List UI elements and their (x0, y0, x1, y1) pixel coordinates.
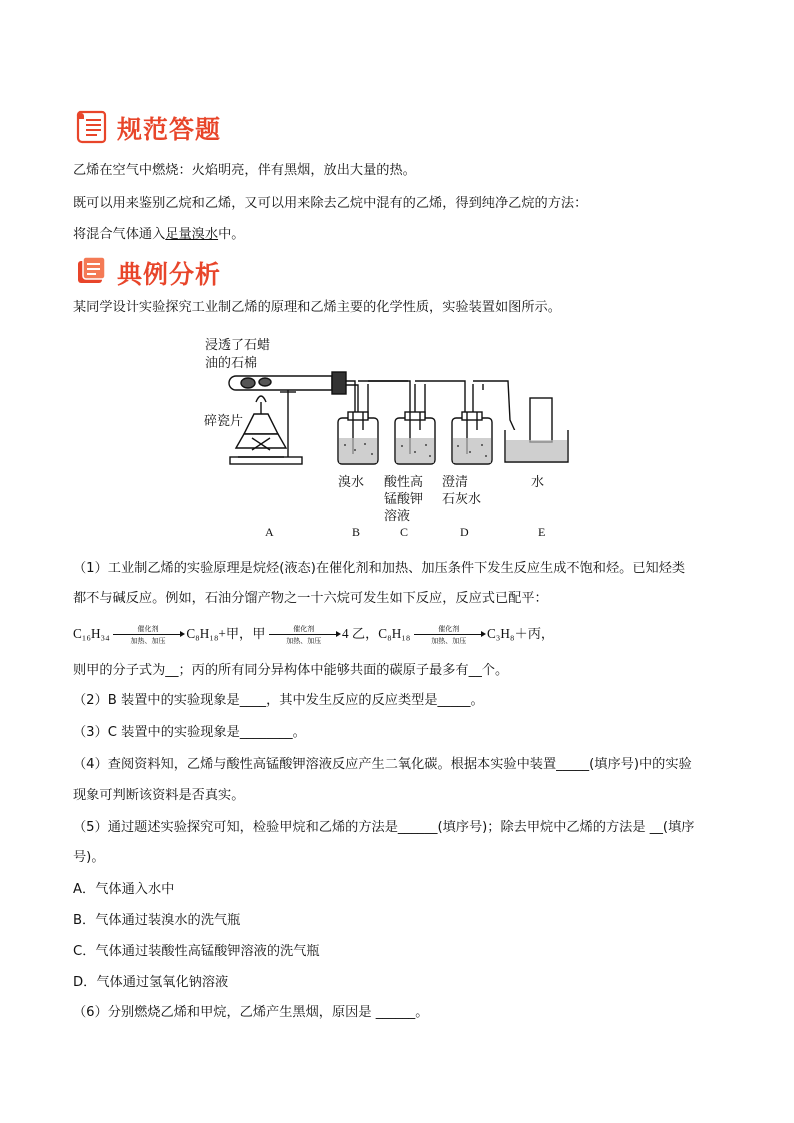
label-bottle-b: 溴水 (338, 475, 365, 490)
label-asbestos: 浸透了石蜡 (205, 338, 271, 353)
equation-text: 4 乙，C₈H₁₈ (342, 626, 411, 641)
apparatus-letter: E (538, 525, 546, 539)
label-asbestos: 油的石棉 (205, 356, 258, 371)
option-c: C．气体通过装酸性高锰酸钾溶液的洗气瓶 (73, 944, 320, 959)
section-title: 典例分析 (117, 260, 222, 289)
label-porcelain: 碎瓷片 (204, 414, 244, 429)
question-5: （5）通过题述实验探究可知，检验甲烷和乙烯的方法是______(填序号)；除去甲烷中乙烯的方法是 __(填序 (73, 820, 695, 835)
question-4: （4）查阅资料知，乙烯与酸性高锰酸钾溶液反应产生二氧化碳。根据本实验中装置_____(填序号)中的实验 (73, 757, 692, 772)
question-1: 都不与碱反应。例如，石油分馏产物之一十六烷可发生如下反应，反应式已配平： (73, 591, 548, 606)
text-line: 既可以用来鉴别乙烷和乙烯，又可以用来除去乙烷中混有的乙烯，得到纯净乙烷的方法： (73, 196, 588, 211)
apparatus-letter: B (352, 525, 361, 539)
equation-text: C₃H₈＋丙， (487, 626, 555, 641)
catalyst-label: 催化剂 (438, 624, 460, 633)
equation-text: C₈H₁₈+甲，甲 (186, 626, 266, 641)
reaction-arrow (414, 625, 484, 645)
label-bottle-d: 石灰水 (442, 492, 482, 507)
text-line: 乙烯在空气中燃烧：火焰明亮，伴有黑烟，放出大量的热。 (73, 163, 416, 178)
question-4: 现象可判断该资料是否真实。 (73, 788, 245, 803)
question-5: 号)。 (73, 850, 105, 865)
section-title: 规范答题 (117, 115, 222, 144)
condition-label: 加热、加压 (286, 636, 322, 645)
catalyst-label: 催化剂 (293, 624, 315, 633)
label-trough-e: 水 (531, 475, 545, 490)
text-fragment: 将混合气体通入 (73, 227, 166, 242)
section-heading-standard-answer (75, 108, 221, 148)
apparatus-diagram (190, 330, 570, 545)
label-bottle-c: 溶液 (384, 509, 411, 524)
text-fragment: 中。 (218, 227, 245, 242)
reaction-arrow (269, 625, 339, 645)
catalyst-label: 催化剂 (137, 624, 159, 633)
reaction-equation (73, 624, 554, 645)
section-heading-example-analysis (75, 253, 221, 293)
question-1: 则甲的分子式为__；丙的所有同分异构体中能够共面的碳原子最多有__个。 (73, 663, 509, 678)
question-6: （6）分别燃烧乙烯和甲烷，乙烯产生黑烟，原因是 ______。 (73, 1005, 429, 1020)
condition-label: 加热、加压 (130, 636, 166, 645)
reaction-arrow (113, 625, 183, 645)
option-d: D．气体通过氢氧化钠溶液 (73, 975, 229, 990)
question-3: （3）C 装置中的实验现象是________。 (73, 725, 306, 740)
option-a: A．气体通入水中 (73, 882, 175, 897)
question-2: （2）B 装置中的实验现象是____，其中发生反应的反应类型是_____。 (73, 693, 484, 708)
option-b: B．气体通过装溴水的洗气瓶 (73, 913, 241, 928)
apparatus-letter: D (460, 525, 469, 539)
apparatus-letter: A (265, 525, 274, 539)
text-line (73, 225, 244, 245)
underlined-answer: 足量溴水 (165, 227, 219, 242)
scroll-icon (75, 108, 109, 148)
condition-label: 加热、加压 (431, 636, 467, 645)
book-icon (75, 253, 109, 293)
label-bottle-c: 锰酸钾 (384, 492, 424, 507)
equation-text: C₁₆H₃₄ (73, 626, 110, 641)
label-bottle-c: 酸性高 (384, 475, 424, 490)
question-1: （1）工业制乙烯的实验原理是烷烃(液态)在催化剂和加热、加压条件下发生反应生成不饱和烃。已知烃类 (73, 561, 686, 576)
intro-text: 某同学设计实验探究工业制乙烯的原理和乙烯主要的化学性质，实验装置如图所示。 (73, 300, 561, 315)
label-bottle-d: 澄清 (442, 475, 469, 490)
apparatus-letter: C (400, 525, 409, 539)
